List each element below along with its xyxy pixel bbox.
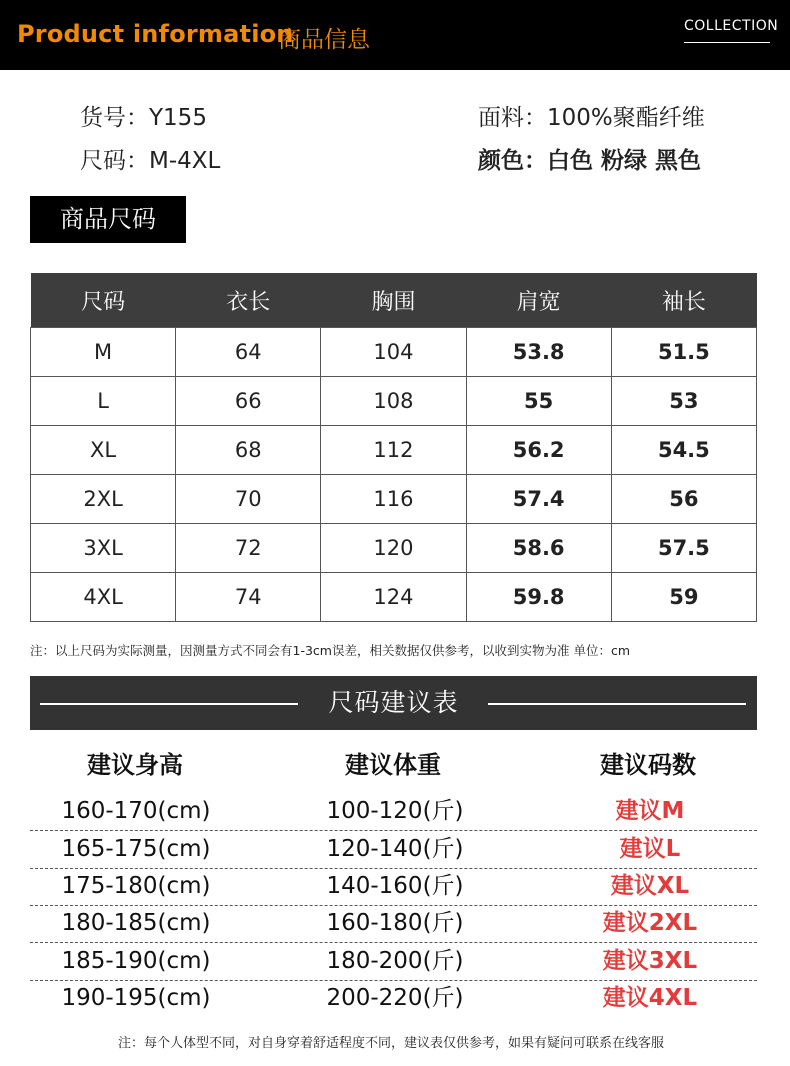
list-item [30, 831, 757, 869]
recommend-weight: 160-180(斤) [326, 910, 464, 936]
recommend-size: 建议XL [610, 873, 690, 899]
list-item [30, 868, 757, 906]
table-cell: 66 [176, 377, 321, 426]
table-cell: 59 [611, 573, 756, 622]
header-collection-underline [684, 42, 770, 43]
size-note: 注：以上尺码为实际测量，因测量方式不同会有1-3cm误差，相关数据仅供参考，以收到实物为准 单位：cm [30, 643, 630, 658]
recommend-height: 175-180(cm) [61, 873, 211, 899]
table-cell: 64 [176, 328, 321, 377]
recommend-header-size: 建议码数 [600, 751, 696, 779]
recommend-height: 190-195(cm) [61, 985, 211, 1011]
table-cell: 56 [611, 475, 756, 524]
table-cell: 55 [466, 377, 611, 426]
size-table [30, 273, 757, 622]
table-cell: 104 [321, 328, 466, 377]
recommend-title: 尺码建议表 [328, 688, 459, 717]
table-cell: 59.8 [466, 573, 611, 622]
table-cell: 58.6 [466, 524, 611, 573]
fabric-info: 面料：100%聚酯纤维 [478, 105, 705, 131]
color-options: 颜色：白色 粉绿 黑色 [478, 148, 702, 174]
header-collection-label: COLLECTION [684, 18, 779, 34]
table-cell: 68 [176, 426, 321, 475]
table-row [31, 475, 757, 524]
table-cell: XL [31, 426, 176, 475]
table-cell: 120 [321, 524, 466, 573]
table-cell: 57.5 [611, 524, 756, 573]
recommend-size: 建议M [615, 798, 685, 824]
recommend-header-weight: 建议体重 [345, 751, 441, 779]
table-cell: M [31, 328, 176, 377]
size-table-header: 肩宽 [466, 273, 611, 328]
list-item [30, 793, 757, 831]
recommend-weight: 120-140(斤) [326, 836, 464, 862]
list-item [30, 980, 757, 1018]
recommend-header-height: 建议身高 [87, 751, 183, 779]
size-section-label: 商品尺码 [30, 196, 186, 243]
table-row [31, 426, 757, 475]
table-cell: 70 [176, 475, 321, 524]
recommend-note: 注：每个人体型不同，对自身穿着舒适程度不同，建议表仅供参考，如果有疑问可联系在线客服 [118, 1036, 665, 1051]
table-cell: 116 [321, 475, 466, 524]
table-cell: 124 [321, 573, 466, 622]
recommend-weight: 200-220(斤) [326, 985, 464, 1011]
recommend-weight: 140-160(斤) [326, 873, 464, 899]
size-table-header: 袖长 [611, 273, 756, 328]
header-title-cn: 商品信息 [278, 27, 370, 53]
size-table-header: 胸围 [321, 273, 466, 328]
table-cell: 112 [321, 426, 466, 475]
list-item [30, 905, 757, 943]
size-table-header: 衣长 [176, 273, 321, 328]
recommend-size: 建议L [619, 836, 681, 862]
table-row [31, 524, 757, 573]
size-table-header: 尺码 [31, 273, 176, 328]
recommend-size: 建议4XL [602, 985, 698, 1011]
recommend-height: 185-190(cm) [61, 948, 211, 974]
table-row [31, 328, 757, 377]
table-row [31, 573, 757, 622]
recommend-height: 165-175(cm) [61, 836, 211, 862]
item-number: 货号：Y155 [80, 105, 207, 131]
table-row [31, 377, 757, 426]
table-cell: 2XL [31, 475, 176, 524]
recommend-height: 180-185(cm) [61, 910, 211, 936]
table-cell: 74 [176, 573, 321, 622]
size-table-header-row [31, 273, 757, 328]
table-cell: 51.5 [611, 328, 756, 377]
table-cell: 4XL [31, 573, 176, 622]
table-cell: 53.8 [466, 328, 611, 377]
table-cell: 57.4 [466, 475, 611, 524]
recommend-weight: 100-120(斤) [326, 798, 464, 824]
header-title-en: Product information [17, 20, 294, 48]
recommend-height: 160-170(cm) [61, 798, 211, 824]
recommend-size: 建议3XL [602, 948, 698, 974]
table-cell: 108 [321, 377, 466, 426]
table-cell: L [31, 377, 176, 426]
list-item [30, 943, 757, 981]
recommend-size: 建议2XL [602, 910, 698, 936]
recommend-weight: 180-200(斤) [326, 948, 464, 974]
table-cell: 53 [611, 377, 756, 426]
table-cell: 54.5 [611, 426, 756, 475]
table-cell: 72 [176, 524, 321, 573]
table-cell: 56.2 [466, 426, 611, 475]
table-cell: 3XL [31, 524, 176, 573]
size-range: 尺码：M-4XL [80, 148, 221, 174]
